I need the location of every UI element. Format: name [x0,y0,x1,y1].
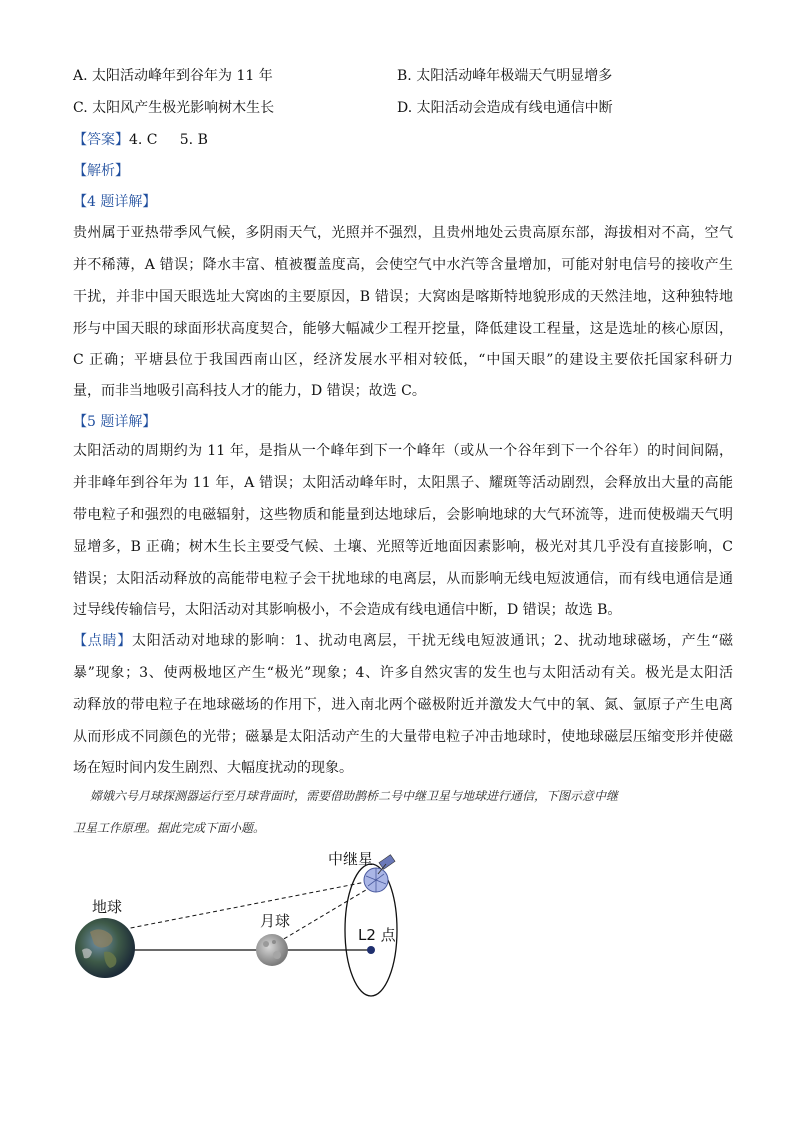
analysis-label: 【解析】 [73,163,129,179]
option-c: C. 太阳风产生极光影响树木生长 [73,100,275,116]
answer-line [73,130,733,150]
tip-text: 太阳活动对地球的影响：1、扰动电离层，干扰无线电短波通讯；2、扰动地球磁场，产生“磁 [132,633,733,649]
earth-label: 地球 [92,898,123,916]
relay-satellite-diagram [60,840,420,1010]
q5-line: 错误；太阳活动释放的高能带电粒子会干扰地球的电离层，从而影响无线电短波通信，而有线电通信是通 [73,571,733,587]
intro-line: 嫦娥六号月球探测器运行至月球背面时，需要借助鹊桥二号中继卫星与地球进行通信，下图示意中继 [90,789,619,803]
earth-icon [75,918,135,978]
tip-line: 暴”现象；3、使两极地区产生“极光”现象；4、许多自然灾害的发生也与太阳活动有关。极光是太阳活 [73,665,733,681]
q5-line: 太阳活动的周期约为 11 年，是指从一个峰年到下一个峰年（或从一个谷年到下一个谷年）的时间间隔， [73,443,733,459]
l2-point [367,946,375,954]
intro-line: 卫星工作原理。据此完成下面小题。 [73,821,266,835]
q4-line: 贵州属于亚热带季风气候，多阴雨天气，光照并不强烈，且贵州地处云贵高原东部，海拔相对不高，空气 [73,225,733,241]
q5-line: 并非峰年到谷年为 11 年，A 错误；太阳活动峰年时，太阳黑子、耀斑等活动剧烈，会释放出大量的高能 [73,475,733,491]
option-d: D. 太阳活动会造成有线电通信中断 [397,100,613,116]
earth-relay-link [110,880,376,932]
relay-label: 中继星 [328,850,374,868]
tip-line [73,631,733,651]
q4-line: C 正确；平塘县位于我国西南山区，经济发展水平相对较低，“中国天眼”的建设主要依托国家科研力 [73,352,733,368]
tip-line: 动释放的带电粒子在地球磁场的作用下，进入南北两个磁极附近并激发大气中的氧、氮、氩原子产生电离 [73,697,733,713]
q4-line: 并不稀薄，A 错误；降水丰富、植被覆盖度高，会使空气中水汽等含量增加，可能对射电信号的接收产生 [73,257,733,273]
q4-line: 量，而非当地吸引高科技人才的能力，D 错误；故选 C。 [73,383,426,399]
q4-line: 形与中国天眼的球面形状高度契合，能够大幅减少工程开挖量，降低建设工程量，这是选址的核心原因， [73,321,733,337]
tip-label: 【点睛】 [73,633,133,649]
answer-label: 【答案】 [73,132,129,148]
q5-line: 带电粒子和强烈的电磁辐射，这些物质和能量到达地球后，会影响地球的大气环流等，进而使极端天气明 [73,507,733,523]
option-b: B. 太阳活动峰年极端天气明显增多 [397,68,613,84]
answer-value: 4. C 5. B [129,132,208,148]
moon-label: 月球 [260,912,291,930]
option-a: A. 太阳活动峰年到谷年为 11 年 [73,68,273,84]
q5-line: 显增多，B 正确；树木生长主要受气候、土壤、光照等近地面因素影响，极光对其几乎没有直接影响，C [73,539,733,555]
tip-line: 场在短时间内发生剧烈、大幅度扰动的现象。 [73,760,353,776]
moon-icon [256,934,288,966]
q4-title: 【4 题详解】 [73,194,157,210]
q4-line: 干扰，并非中国天眼选址大窝凼的主要原因，B 错误；大窝凼是喀斯特地貌形成的天然洼地，这种独特地 [73,289,733,305]
q5-line: 过导线传输信号，太阳活动对其影响极小，不会造成有线电通信中断，D 错误；故选 B。 [73,602,622,618]
tip-line: 从而形成不同颜色的光带；磁暴是太阳活动产生的大量带电粒子冲击地球时，使地球磁层压缩变形并使磁 [73,729,733,745]
q5-title: 【5 题详解】 [73,414,157,430]
l2-label: L2 点 [358,926,396,944]
